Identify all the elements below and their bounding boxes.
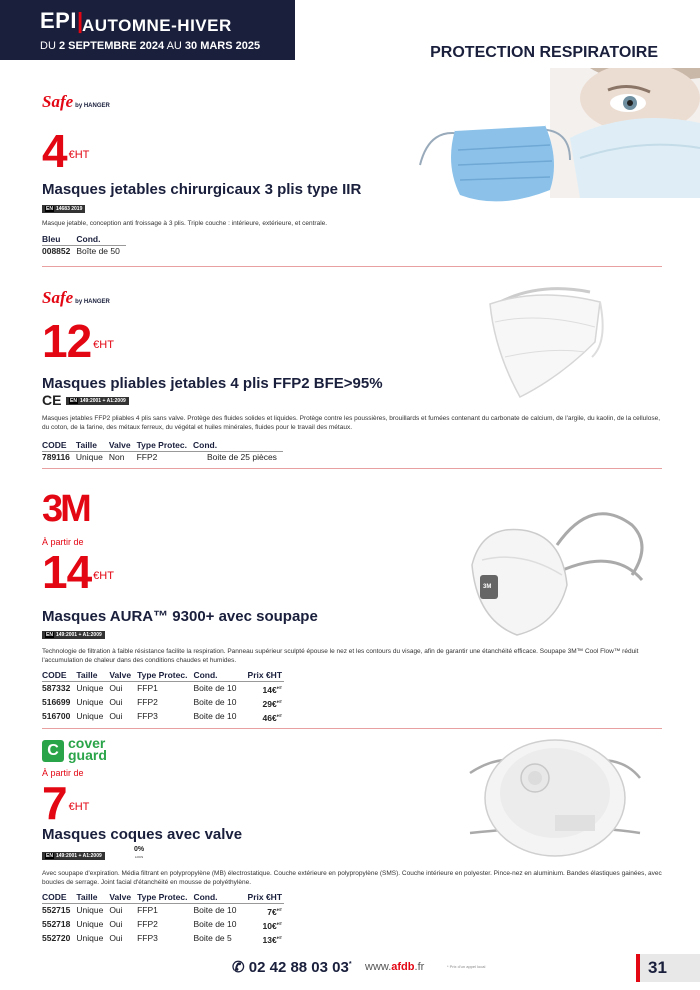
cell-price — [248, 696, 285, 710]
cell-code: 552718 — [42, 919, 71, 930]
col-header: Valve — [109, 670, 137, 682]
product-description: Masque jetable, conception anti froissage à 3 plis. Triple couche : intérieure, extérieure, et centrale. — [42, 220, 328, 227]
footer-phone[interactable] — [232, 958, 352, 976]
table-row — [42, 710, 284, 724]
cell-valve: Non — [108, 452, 125, 462]
col-header: Valve — [109, 892, 137, 904]
norm-badge — [66, 397, 129, 405]
brand-separator: | — [76, 8, 84, 33]
col-header: Type Protec. — [137, 892, 193, 904]
dates-middle: AU — [166, 40, 182, 52]
price-amount: 10€ — [262, 920, 277, 931]
table-row — [42, 696, 284, 710]
coverguard-text — [68, 737, 158, 761]
footer-website[interactable] — [365, 961, 424, 973]
cell-size: Unique — [76, 919, 104, 930]
3m-logo: 3M — [42, 488, 89, 530]
col-header: Cond. — [193, 440, 283, 452]
table-header — [42, 670, 284, 682]
price — [42, 315, 114, 367]
price-amount: 7€ — [267, 906, 277, 917]
from-label: À partir de — [42, 768, 84, 778]
dates-prefix: DU — [40, 40, 56, 52]
header-dates — [40, 40, 260, 52]
col-header: Taille — [76, 892, 109, 904]
section-divider — [42, 728, 662, 729]
surgical-mask-image — [410, 105, 580, 215]
spec-table — [42, 234, 126, 257]
cell-code: 008852 — [42, 246, 71, 256]
cell-code: 516700 — [42, 711, 71, 722]
table-row — [42, 918, 284, 932]
web-prefix: www. — [365, 961, 392, 973]
date-end: 30 MARS 2025 — [184, 40, 261, 52]
price-suffix: HT — [276, 712, 283, 718]
table-header — [42, 892, 284, 904]
product-title: Masques coques avec valve — [42, 826, 243, 843]
phone-mark: * — [348, 961, 352, 968]
cell-type: FFP2 — [136, 452, 158, 462]
cell-cond: Boîte de 50 — [76, 246, 120, 256]
from-label: À partir de — [42, 537, 84, 547]
cell-cond: Boite de 25 pièces — [206, 452, 277, 462]
cell-size: Unique — [76, 697, 104, 708]
table-row — [42, 682, 284, 696]
cell-price — [248, 710, 285, 724]
price-value: 4 — [42, 125, 67, 177]
cell-type: FFP3 — [137, 711, 158, 722]
cell-type: FFP2 — [137, 919, 158, 930]
ce-mark: CE — [42, 392, 62, 408]
price-amount: 29€ — [262, 698, 277, 709]
price — [42, 125, 90, 177]
price-unit: €HT — [68, 149, 90, 161]
section-divider — [42, 468, 662, 469]
col-header: Type Protec. — [137, 440, 193, 452]
norm-prefix: EN — [70, 398, 77, 404]
cell-cond: Boite de 10 — [193, 919, 237, 930]
cell-valve: Oui — [109, 919, 123, 930]
cell-price — [248, 904, 285, 918]
cell-price — [248, 932, 285, 946]
safe-logo — [42, 288, 110, 308]
price — [42, 546, 114, 598]
section-title: PROTECTION RESPIRATOIRE — [430, 44, 658, 61]
col-header: Cond. — [76, 234, 125, 246]
header-season: AUTOMNE-HIVER — [82, 16, 232, 35]
norm-prefix: EN — [46, 853, 53, 859]
table-row — [42, 932, 284, 946]
cell-price — [248, 682, 285, 696]
spec-table — [42, 440, 283, 463]
norm-badge — [42, 631, 105, 639]
price-unit: €HT — [68, 801, 90, 813]
spec-table — [42, 892, 284, 945]
web-brand: afdb — [391, 961, 415, 973]
cell-cond: Boite de 10 — [193, 697, 237, 708]
tva-value: 0% — [134, 846, 145, 853]
col-header: Taille — [76, 670, 109, 682]
col-header: Prix €HT — [247, 892, 283, 902]
cell-cond: Boite de 10 — [193, 683, 237, 694]
cell-code: 587332 — [42, 683, 71, 694]
logo-text: Safe — [42, 288, 74, 307]
product-description: Avec soupape d'expiration. Média filtrant en polypropylène (MB) électrostatique. Couche extérieure en polypropylène (SMS). Couche intérieure en polyester. Pince-nez en aluminium. Bandes élastiques gainées, avec boucles de serrage. Joint facial d'étanchéité en mousse de polyéthylène. — [42, 870, 662, 886]
cell-size: Unique — [76, 905, 104, 916]
page-number: 31 — [648, 958, 667, 977]
cell-valve: Oui — [109, 711, 123, 722]
cell-size: Unique — [75, 452, 103, 462]
price-unit: €HT — [93, 339, 114, 351]
price-value: 14 — [42, 546, 92, 598]
norm-prefix: EN — [46, 206, 53, 212]
cell-type: FFP3 — [137, 933, 158, 944]
cell-size: Unique — [76, 711, 104, 722]
price-value: 12 — [42, 315, 92, 367]
norm-badge — [42, 205, 85, 213]
cell-cond: Boite de 10 — [193, 905, 237, 916]
product-title: Masques jetables chirurgicaux 3 plis type IIR — [42, 181, 362, 198]
col-header: CODE — [42, 440, 76, 452]
norm-text: 14683 2019 — [55, 206, 83, 212]
norm-text: 149:2001 + A1:2009 — [55, 853, 102, 859]
cell-size: Unique — [76, 933, 104, 944]
logo-text: cover — [68, 735, 106, 751]
price-amount: 14€ — [262, 684, 277, 695]
web-suffix: .fr — [414, 961, 425, 973]
price-amount: 46€ — [262, 712, 277, 723]
cell-type: FFP2 — [137, 697, 158, 708]
brand-text: EPI — [40, 8, 77, 33]
cell-type: FFP1 — [137, 905, 158, 916]
safe-logo — [42, 92, 110, 112]
product-title: Masques pliables jetables 4 plis FFP2 BFE>95% — [42, 375, 383, 392]
col-header: Type Protec. — [137, 670, 193, 682]
header-brand — [40, 8, 84, 34]
col-header: CODE — [42, 670, 76, 682]
table-header — [42, 440, 283, 452]
col-header: Prix €HT — [247, 670, 283, 680]
phone-number: 02 42 88 03 03 — [248, 959, 349, 976]
logo-sub: by HANGER — [75, 299, 110, 305]
norm-prefix: EN — [46, 632, 53, 638]
col-header: Cond. — [193, 670, 247, 682]
cell-price — [248, 918, 285, 932]
table-row — [42, 904, 284, 918]
product-description: Technologie de filtration à faible résistance facilite la respiration. Panneau supérieur sculpté épouse le nez et les contours du visage, afin de garantir une étanchéité efficace. Soupape 3M™ Cool Flow™ réduit l'accumulation de chaleur dans des conditions chaudes et humides. — [42, 648, 639, 664]
cell-code: 789116 — [42, 452, 70, 462]
cell-valve: Oui — [109, 905, 123, 916]
price-suffix: HT — [276, 907, 283, 912]
price-amount: 13€ — [262, 934, 277, 945]
cell-code: 516699 — [42, 697, 71, 708]
section-divider — [42, 266, 662, 267]
coverguard-icon: C — [42, 740, 64, 762]
spec-table — [42, 670, 284, 723]
foldable-mask-image — [480, 282, 610, 402]
cell-code: 552715 — [42, 905, 71, 916]
footer-note: * Prix d'un appel local — [447, 964, 486, 969]
tva-sub: LOCS — [134, 855, 144, 859]
tva-badge — [134, 846, 144, 861]
col-header: Valve — [109, 440, 137, 452]
logo-text: Safe — [42, 92, 74, 111]
col-header: Cond. — [193, 892, 247, 904]
aura-mask-image — [462, 505, 662, 640]
col-header: Bleu — [42, 234, 76, 246]
date-start: 2 SEPTEMBRE 2024 — [58, 40, 165, 52]
cell-valve: Oui — [109, 933, 123, 944]
col-header: Taille — [76, 440, 109, 452]
cell-cond: Boite de 10 — [193, 711, 237, 722]
table-row — [42, 246, 126, 258]
logo-sub: by HANGER — [75, 103, 110, 109]
svg-text:3M: 3M — [483, 584, 492, 590]
norm-badge — [42, 852, 105, 860]
price-unit: €HT — [93, 570, 114, 582]
col-header: CODE — [42, 892, 76, 904]
price-suffix: HT — [276, 920, 283, 926]
cell-size: Unique — [76, 683, 104, 694]
price-suffix: HT — [276, 698, 283, 704]
page-number-tab — [636, 954, 700, 982]
price-value: 7 — [42, 777, 67, 829]
cell-type: FFP1 — [137, 683, 158, 694]
product-description: Masques jetables FFP2 pliables 4 plis sans valve. Protège des fluides solides et liquides. Protège contre les poussières, brouillards et fumées contenant du carbonate de calcium, de l'argile, du kaolin, de la cellulose, du coton, de la farine, des métaux ferreux, du végétal et huiles minérales, fluides pour le travail des métaux. — [42, 415, 661, 431]
cell-code: 552720 — [42, 933, 71, 944]
table-row — [42, 452, 283, 464]
product-title: Masques AURA™ 9300+ avec soupape — [42, 608, 318, 625]
norm-text: 149:2001 + A1:2009 — [55, 632, 102, 638]
shell-mask-image — [460, 733, 650, 858]
phone-icon: ✆ — [232, 959, 245, 976]
norm-text: 149:2001 + A1:2009 — [79, 398, 126, 404]
logo-sub: guard — [68, 747, 107, 763]
cell-valve: Oui — [109, 683, 123, 694]
cell-valve: Oui — [109, 697, 123, 708]
price-suffix: HT — [276, 685, 283, 690]
price — [42, 777, 90, 829]
price-suffix: HT — [276, 934, 283, 940]
cell-cond: Boite de 5 — [193, 933, 232, 944]
table-header — [42, 234, 126, 246]
